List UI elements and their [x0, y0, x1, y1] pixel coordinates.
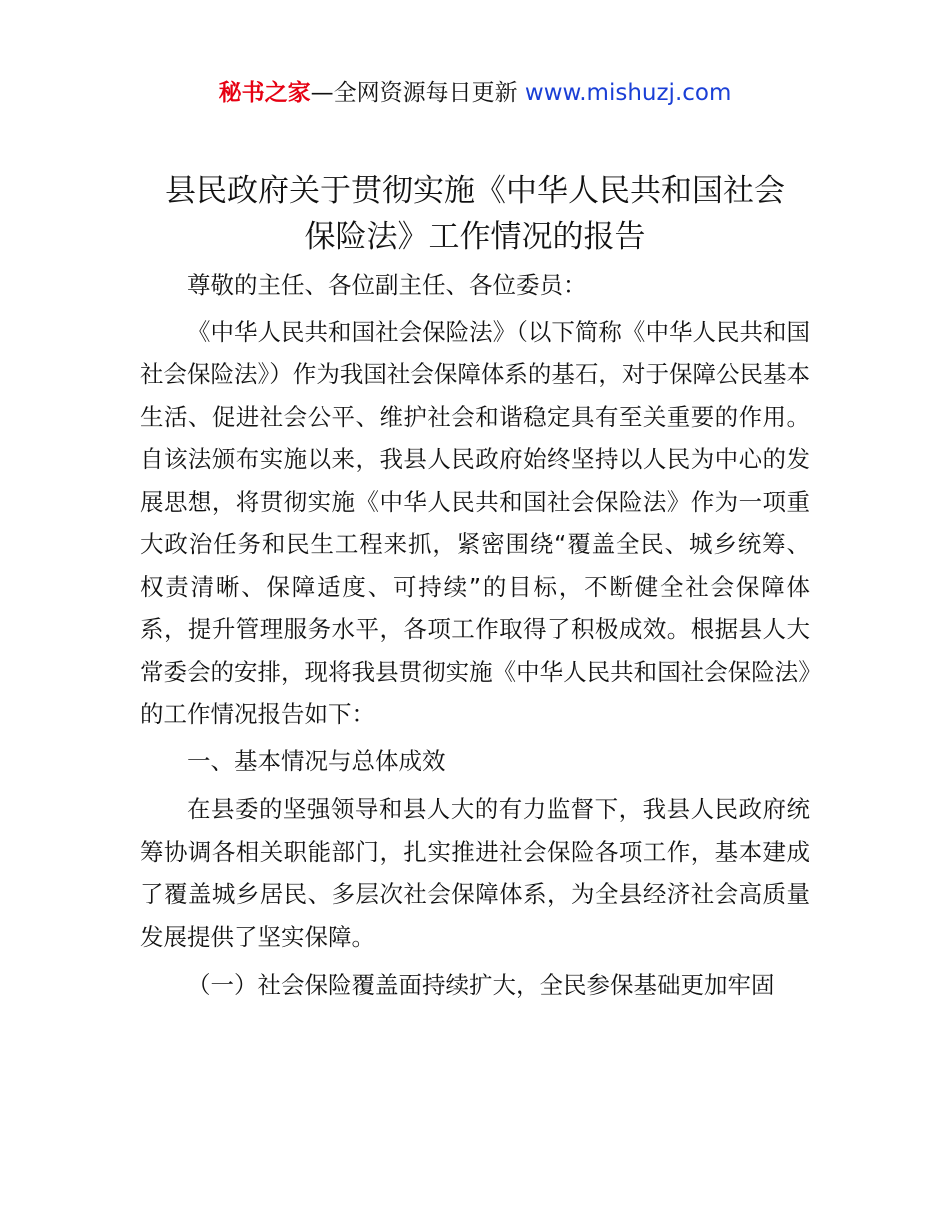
- brand-name: 秘书之家: [218, 80, 311, 106]
- site-url-link[interactable]: www.mishuzj.com: [517, 80, 732, 106]
- document-title: [100, 168, 850, 260]
- section-heading-1: 一、基本情况与总体成效: [187, 746, 446, 775]
- header-tagline: —全网资源每日更新: [310, 80, 518, 106]
- site-header: [0, 76, 950, 110]
- document-body: [140, 264, 810, 1011]
- subsection-heading-1: （一）社会保险覆盖面持续扩大，全民参保基础更加牢固: [187, 971, 775, 999]
- salutation: 尊敬的主任、各位副主任、各位委员：: [187, 271, 587, 299]
- paragraph-overview: 在县委的坚强领导和县人大的有力监督下，我县人民政府统筹协调各相关职能部门，扎实推进社会保险各项工作，基本建成了覆盖城乡居民、多层次社会保障体系，为全县经济社会高质量发展提供了坚实保障。: [140, 795, 810, 951]
- title-line-2: 保险法》工作情况的报告: [304, 219, 646, 255]
- title-line-1: 县民政府关于贯彻实施《中华人民共和国社会: [165, 173, 785, 209]
- paragraph-intro: 《中华人民共和国社会保险法》（以下简称《中华人民共和国社会保险法》）作为我国社会保障体系的基石，对于保障公民基本生活、促进社会公平、维护社会和谐稳定具有至关重要的作用。自该法颁布实施以来，我县人民政府始终坚持以人民为中心的发展思想，将贯彻实施《中华人民共和国社会保险法》作为一项重大政治任务和民生工程来抓，紧密围绕“覆盖全民、城乡统筹、权责清晰、保障适度、可持续”的目标，不断健全社会保障体系，提升管理服务水平，各项工作取得了积极成效。根据县人大常委会的安排，现将我县贯彻实施《中华人民共和国社会保险法》的工作情况报告如下：: [140, 317, 810, 728]
